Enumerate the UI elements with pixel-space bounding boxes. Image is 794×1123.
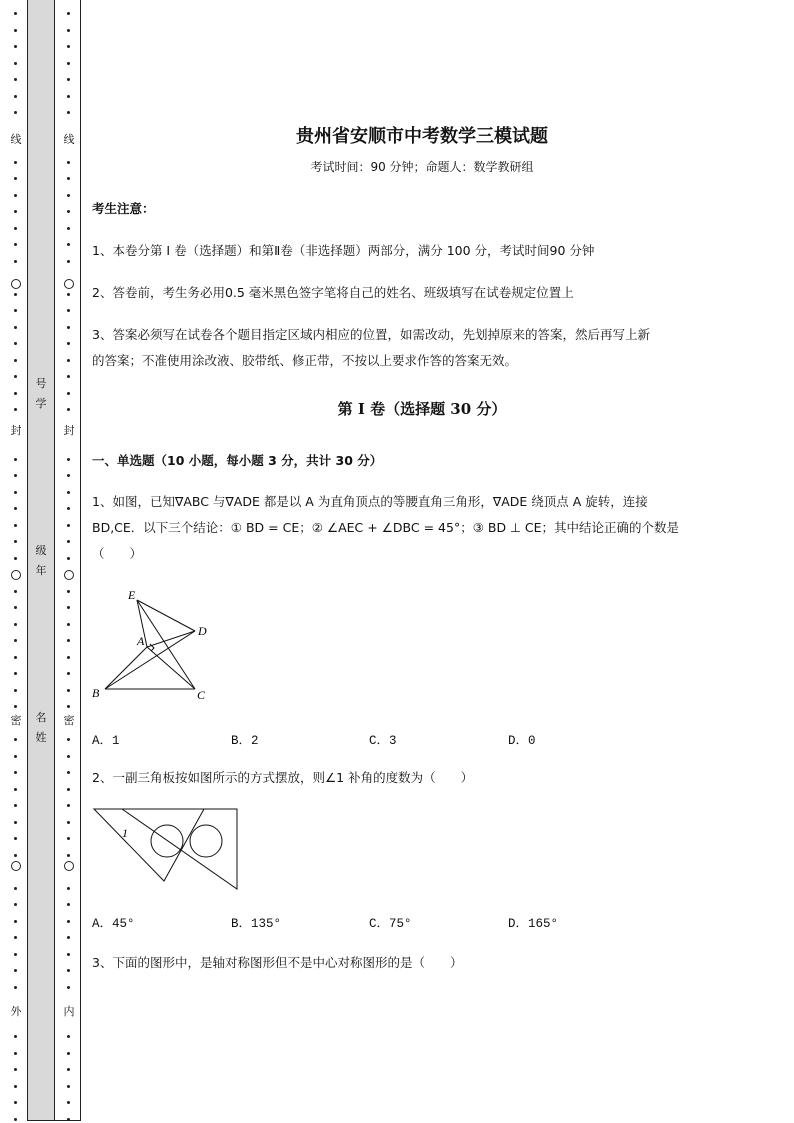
cut-line-dot [67,788,70,791]
cut-line-dot [67,540,70,543]
ring-mark [64,279,74,289]
section-title: 第 I 卷（选择题 30 分） [337,400,507,418]
question-1-option-c[interactable]: C．3 [369,734,397,748]
label-angle-1: 1 [122,826,128,840]
cut-line-dot [67,1101,70,1104]
label-A: A [137,634,145,648]
question-3-text: 3、下面的图形中，是轴对称图形但不是中心对称图形的是（ ） [92,955,463,970]
question-2-figure [92,803,242,895]
cut-line-dot [67,260,70,263]
inner-label-xian: 线 [63,133,75,146]
cut-line-dot [67,62,70,65]
question-2-option-d[interactable]: D．165° [508,917,559,931]
cut-line-dot [14,771,17,774]
cut-line-dot [14,392,17,395]
cut-line-dot [14,260,17,263]
cut-line-dot [14,1068,17,1071]
cut-line-dot [14,177,17,180]
inner-label-nei: 内 [63,1005,75,1018]
cut-line-dot [14,342,17,345]
inner-border-line [80,0,81,1121]
cut-line-dot [67,986,70,989]
cut-line-dot [67,672,70,675]
cut-line-dot [67,656,70,659]
outer-label-mi: 密 [10,714,22,727]
cut-line-dot [67,293,70,296]
cut-line-dot [14,639,17,642]
cut-line-dot [14,359,17,362]
part-heading: 一、单选题（10 小题，每小题 3 分，共计 30 分） [92,453,383,468]
cut-line-dot [67,590,70,593]
cut-line-dot [67,524,70,527]
cut-line-dot [14,507,17,510]
cut-line-dot [14,656,17,659]
segment-AC [147,647,195,689]
segment-BD [105,631,195,689]
cut-line-dot [67,194,70,197]
cut-line-dot [67,738,70,741]
cut-line-dot [14,590,17,593]
cut-line-dot [67,342,70,345]
cut-line-dot [14,920,17,923]
question-1-option-d[interactable]: D．0 [508,734,536,748]
cut-line-dot [14,705,17,708]
cut-line-dot [67,887,70,890]
cut-line-dot [14,45,17,48]
cut-line-dot [67,243,70,246]
cut-line-dot [67,953,70,956]
cut-line-dot [67,936,70,939]
cut-line-dot [67,969,70,972]
cut-line-dot [67,111,70,114]
cut-line-dot [14,194,17,197]
notice-item-3-cont: 的答案；不准使用涂改液、胶带纸、修正带，不按以上要求作答的答案无效。 [92,353,518,368]
cut-line-dot [67,491,70,494]
cut-line-dot [67,705,70,708]
cut-line-dot [67,161,70,164]
outer-label-xian: 线 [10,133,22,146]
cut-line-dot [14,936,17,939]
segment-EC [137,600,195,689]
cut-line-dot [14,293,17,296]
page-title: 贵州省安顺市中考数学三模试题 [296,126,548,147]
cut-line-dot [14,903,17,906]
notice-heading: 考生注意： [92,201,155,216]
cut-line-dot [67,804,70,807]
cut-line-dot [67,771,70,774]
question-1-line-1: 1、如图，已知∇ABC 与∇ADE 都是以 A 为直角顶点的等腰直角三角形，∇ADE 绕顶点 A 旋转，连接 [92,494,648,509]
cut-line-dot [14,1035,17,1038]
question-2-option-a[interactable]: A．45° [92,917,135,931]
cut-line-dot [67,1052,70,1055]
cut-line-dot [14,788,17,791]
band-label-nian: 年 [35,564,47,577]
cut-line-dot [14,804,17,807]
cut-line-dot [14,986,17,989]
notice-item-3: 3、答案必须写在试卷各个题目指定区域内相应的位置，如需改动，先划掉原来的答案，然后再写上新 [92,327,650,342]
band-label-xue: 学 [35,397,47,410]
ruler-hole-2 [190,825,222,857]
student-info-band [27,0,55,1121]
question-1-line-2: BD,CE．以下三个结论：① BD = CE；② ∠AEC + ∠DBC = 45°；③ BD ⊥ CE；其中结论正确的个数是 [92,520,680,535]
cut-line-dot [67,95,70,98]
cut-line-dot [67,458,70,461]
cut-line-dot [14,29,17,32]
ring-mark [11,570,21,580]
cut-line-dot [67,837,70,840]
notice-item-1: 1、本卷分第 I 卷（选择题）和第Ⅱ卷（非选择题）两部分，满分 100 分，考试时间90 分钟 [92,243,595,258]
cut-line-dot [67,474,70,477]
notice-item-2: 2、答卷前，考生务必用0.5 毫米黑色签字笔将自己的姓名、班级填写在试卷规定位置上 [92,285,574,300]
cut-line-dot [14,1085,17,1088]
cut-line-dot [67,309,70,312]
cut-line-dot [14,524,17,527]
cut-line-dot [67,210,70,213]
cut-line-dot [14,78,17,81]
cut-line-dot [14,837,17,840]
cut-line-dot [67,78,70,81]
cut-line-dot [67,639,70,642]
binding-margin [0,0,82,1123]
cut-line-dot [14,375,17,378]
cut-line-dot [14,458,17,461]
cut-line-dot [14,540,17,543]
question-2-option-c[interactable]: C．75° [369,917,412,931]
cut-line-dot [67,821,70,824]
dotted-cut-line-inner [63,0,75,1123]
outer-label-wai: 外 [10,1005,22,1018]
label-C: C [197,688,206,702]
cut-line-dot [67,29,70,32]
cut-line-dot [67,755,70,758]
question-1-option-a[interactable]: A．1 [92,734,120,748]
cut-line-dot [14,1052,17,1055]
cut-line-dot [14,854,17,857]
cut-line-dot [14,557,17,560]
cut-line-dot [14,12,17,15]
segment-BA [105,647,147,689]
cut-line-dot [67,392,70,395]
triangle-ruler-1 [94,809,204,881]
ring-mark [11,861,21,871]
cut-line-dot [14,606,17,609]
cut-line-dot [67,606,70,609]
inner-label-mi: 密 [63,714,75,727]
ring-mark [64,861,74,871]
question-1-line-3: （ ） [92,546,143,561]
question-2-option-b[interactable]: B．135° [231,917,282,931]
cut-line-dot [14,821,17,824]
inner-label-feng: 封 [63,424,75,437]
cut-line-dot [67,1068,70,1071]
cut-line-dot [67,375,70,378]
cut-line-dot [67,689,70,692]
segment-ED [137,600,195,631]
cut-line-dot [67,1085,70,1088]
cut-line-dot [67,177,70,180]
cut-line-dot [14,491,17,494]
cut-line-dot [14,672,17,675]
cut-line-dot [67,1035,70,1038]
cut-line-dot [67,854,70,857]
cut-line-dot [14,689,17,692]
cut-line-dot [14,309,17,312]
cut-line-dot [14,111,17,114]
cut-line-dot [67,557,70,560]
cut-line-dot [14,474,17,477]
band-label-ji: 级 [35,544,47,557]
cut-line-dot [14,243,17,246]
cut-line-dot [14,210,17,213]
cut-line-dot [14,326,17,329]
cut-line-dot [14,738,17,741]
ring-mark [64,570,74,580]
question-1-option-b[interactable]: B．2 [231,734,259,748]
cut-line-dot [14,623,17,626]
cut-line-dot [14,953,17,956]
cut-line-dot [14,887,17,890]
cut-line-dot [67,12,70,15]
ruler-hole-1 [151,825,183,857]
cut-line-dot [14,969,17,972]
cut-line-dot [67,326,70,329]
cut-line-dot [67,408,70,411]
outer-label-feng: 封 [10,424,22,437]
cut-line-dot [14,1118,17,1121]
exam-subtitle: 考试时间：90 分钟；命题人：数学教研组 [310,160,534,174]
question-1-figure [92,585,222,705]
cut-line-dot [14,95,17,98]
band-label-hao: 号 [35,377,47,390]
cut-line-dot [14,161,17,164]
cut-line-dot [67,45,70,48]
segment-AD [147,631,195,647]
cut-line-dot [14,408,17,411]
cut-line-dot [14,1101,17,1104]
cut-line-dot [67,1118,70,1121]
cut-line-dot [67,623,70,626]
cut-line-dot [67,359,70,362]
cut-line-dot [14,62,17,65]
band-label-xing: 姓 [35,731,47,744]
ring-mark [11,279,21,289]
cut-line-dot [14,227,17,230]
label-B: B [92,686,100,700]
cut-line-dot [67,903,70,906]
dotted-cut-line-outer [10,0,22,1123]
label-D: D [198,624,207,638]
label-E: E [128,588,136,602]
cut-line-dot [14,755,17,758]
question-2-text: 2、一副三角板按如图所示的方式摆放，则∠1 补角的度数为（ ） [92,770,474,785]
band-label-ming: 名 [35,711,47,724]
cut-line-dot [67,507,70,510]
cut-line-dot [67,920,70,923]
cut-line-dot [67,227,70,230]
